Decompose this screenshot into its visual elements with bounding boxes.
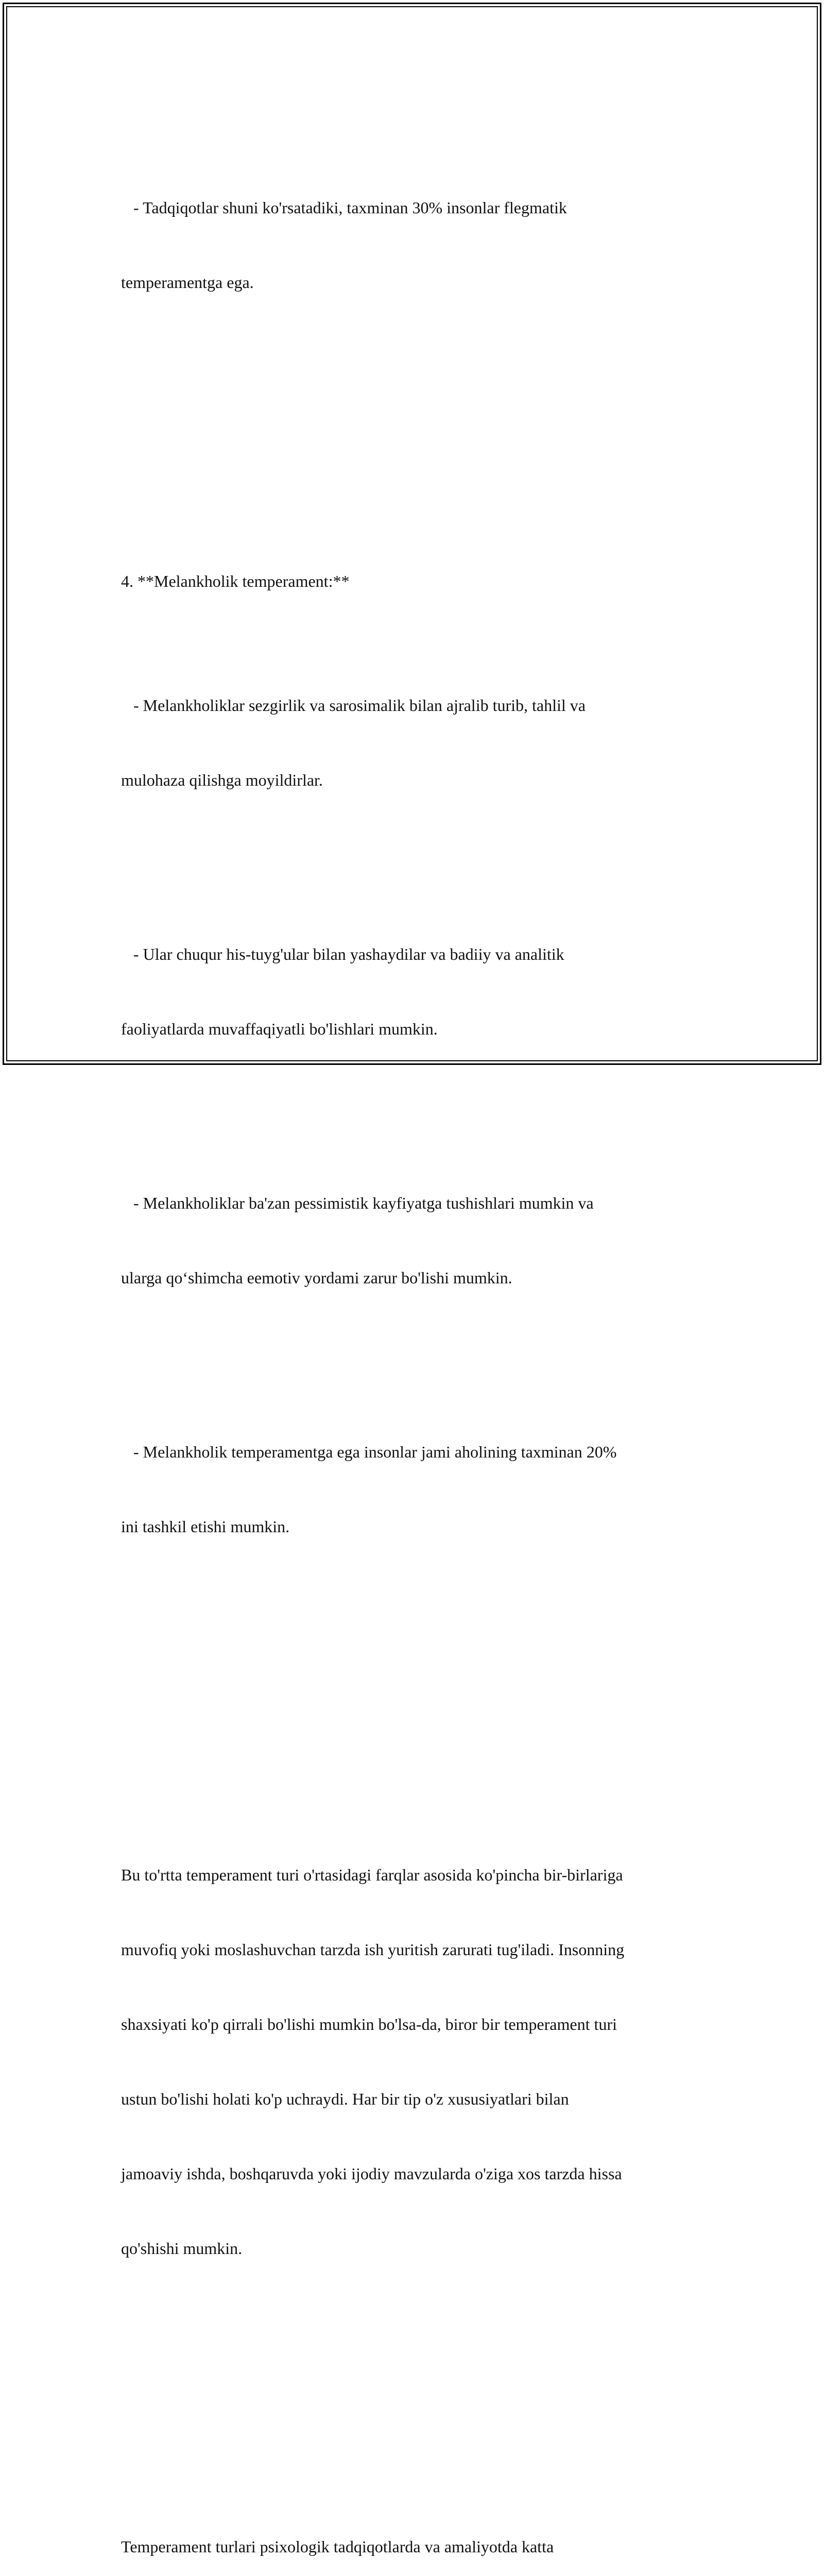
text-line: temperamentga ega. [121, 270, 718, 295]
paragraph-spacer [121, 419, 718, 444]
section-heading: 4. **Melankholik temperament:** [121, 569, 718, 594]
text-line: ustun bo'lishi holati ko'p uchraydi. Har bir tip o'z xususiyatlari bilan [121, 2087, 718, 2111]
text-line: - Melankholiklar ba'zan pessimistik kayfiyatga tushishlari mumkin va [121, 1191, 718, 1215]
text-line: qo'shishi mumkin. [121, 2236, 718, 2261]
bullet-item [121, 1141, 718, 1340]
text-line: faoliyatlarda muvaffaqiyatli bo'lishlari mumkin. [121, 1016, 718, 1041]
text-line: - Melankholik temperamentga ega insonlar jami aholining taxminan 20% [121, 1439, 718, 1464]
paragraph-conclusion [121, 2485, 718, 2576]
bullet-item [121, 892, 718, 1091]
bullet-item [121, 1389, 718, 1588]
text-line: - Tadqiqotlar shuni ko'rsatadiki, taxminan 30% insonlar flegmatik [121, 195, 718, 220]
bullet-item [121, 643, 718, 842]
paragraph-spacer [121, 1713, 718, 1738]
text-line: - Ular chuqur his-tuyg'ular bilan yashaydilar va badiiy va analitik [121, 942, 718, 967]
document-body [121, 96, 718, 2576]
flegmatik-bullet-fragment [121, 146, 718, 345]
text-line: mulohaza qilishga moyildirlar. [121, 768, 718, 792]
text-line: - Melankholiklar sezgirlik va sarosimalik bilan ajralib turib, tahlil va [121, 693, 718, 718]
melankholik-section [121, 519, 718, 1638]
text-line: ini tashkil etishi mumkin. [121, 1514, 718, 1539]
text-line: muvofiq yoki moslashuvchan tarzda ish yuritish zarurati tug'iladi. Insonning [121, 1937, 718, 1962]
paragraph-differences [121, 1812, 718, 2310]
text-line: Temperament turlari psixologik tadqiqotlarda va amaliyotda katta [121, 2534, 718, 2559]
text-line: jamoaviy ishda, boshqaruvda yoki ijodiy mavzularda o'ziga xos tarzda hissa [121, 2161, 718, 2186]
text-line: ularga qo‘shimcha eemotiv yordami zarur bo'lishi mumkin. [121, 1265, 718, 1290]
text-line: shaxsiyati ko'p qirrali bo'lishi mumkin bo'lsa-da, biror bir temperament turi [121, 2012, 718, 2037]
text-line: Bu to'rtta temperament turi o'rtasidagi farqlar asosida ko'pincha bir-birlariga [121, 1862, 718, 1887]
paragraph-spacer [121, 2385, 718, 2410]
